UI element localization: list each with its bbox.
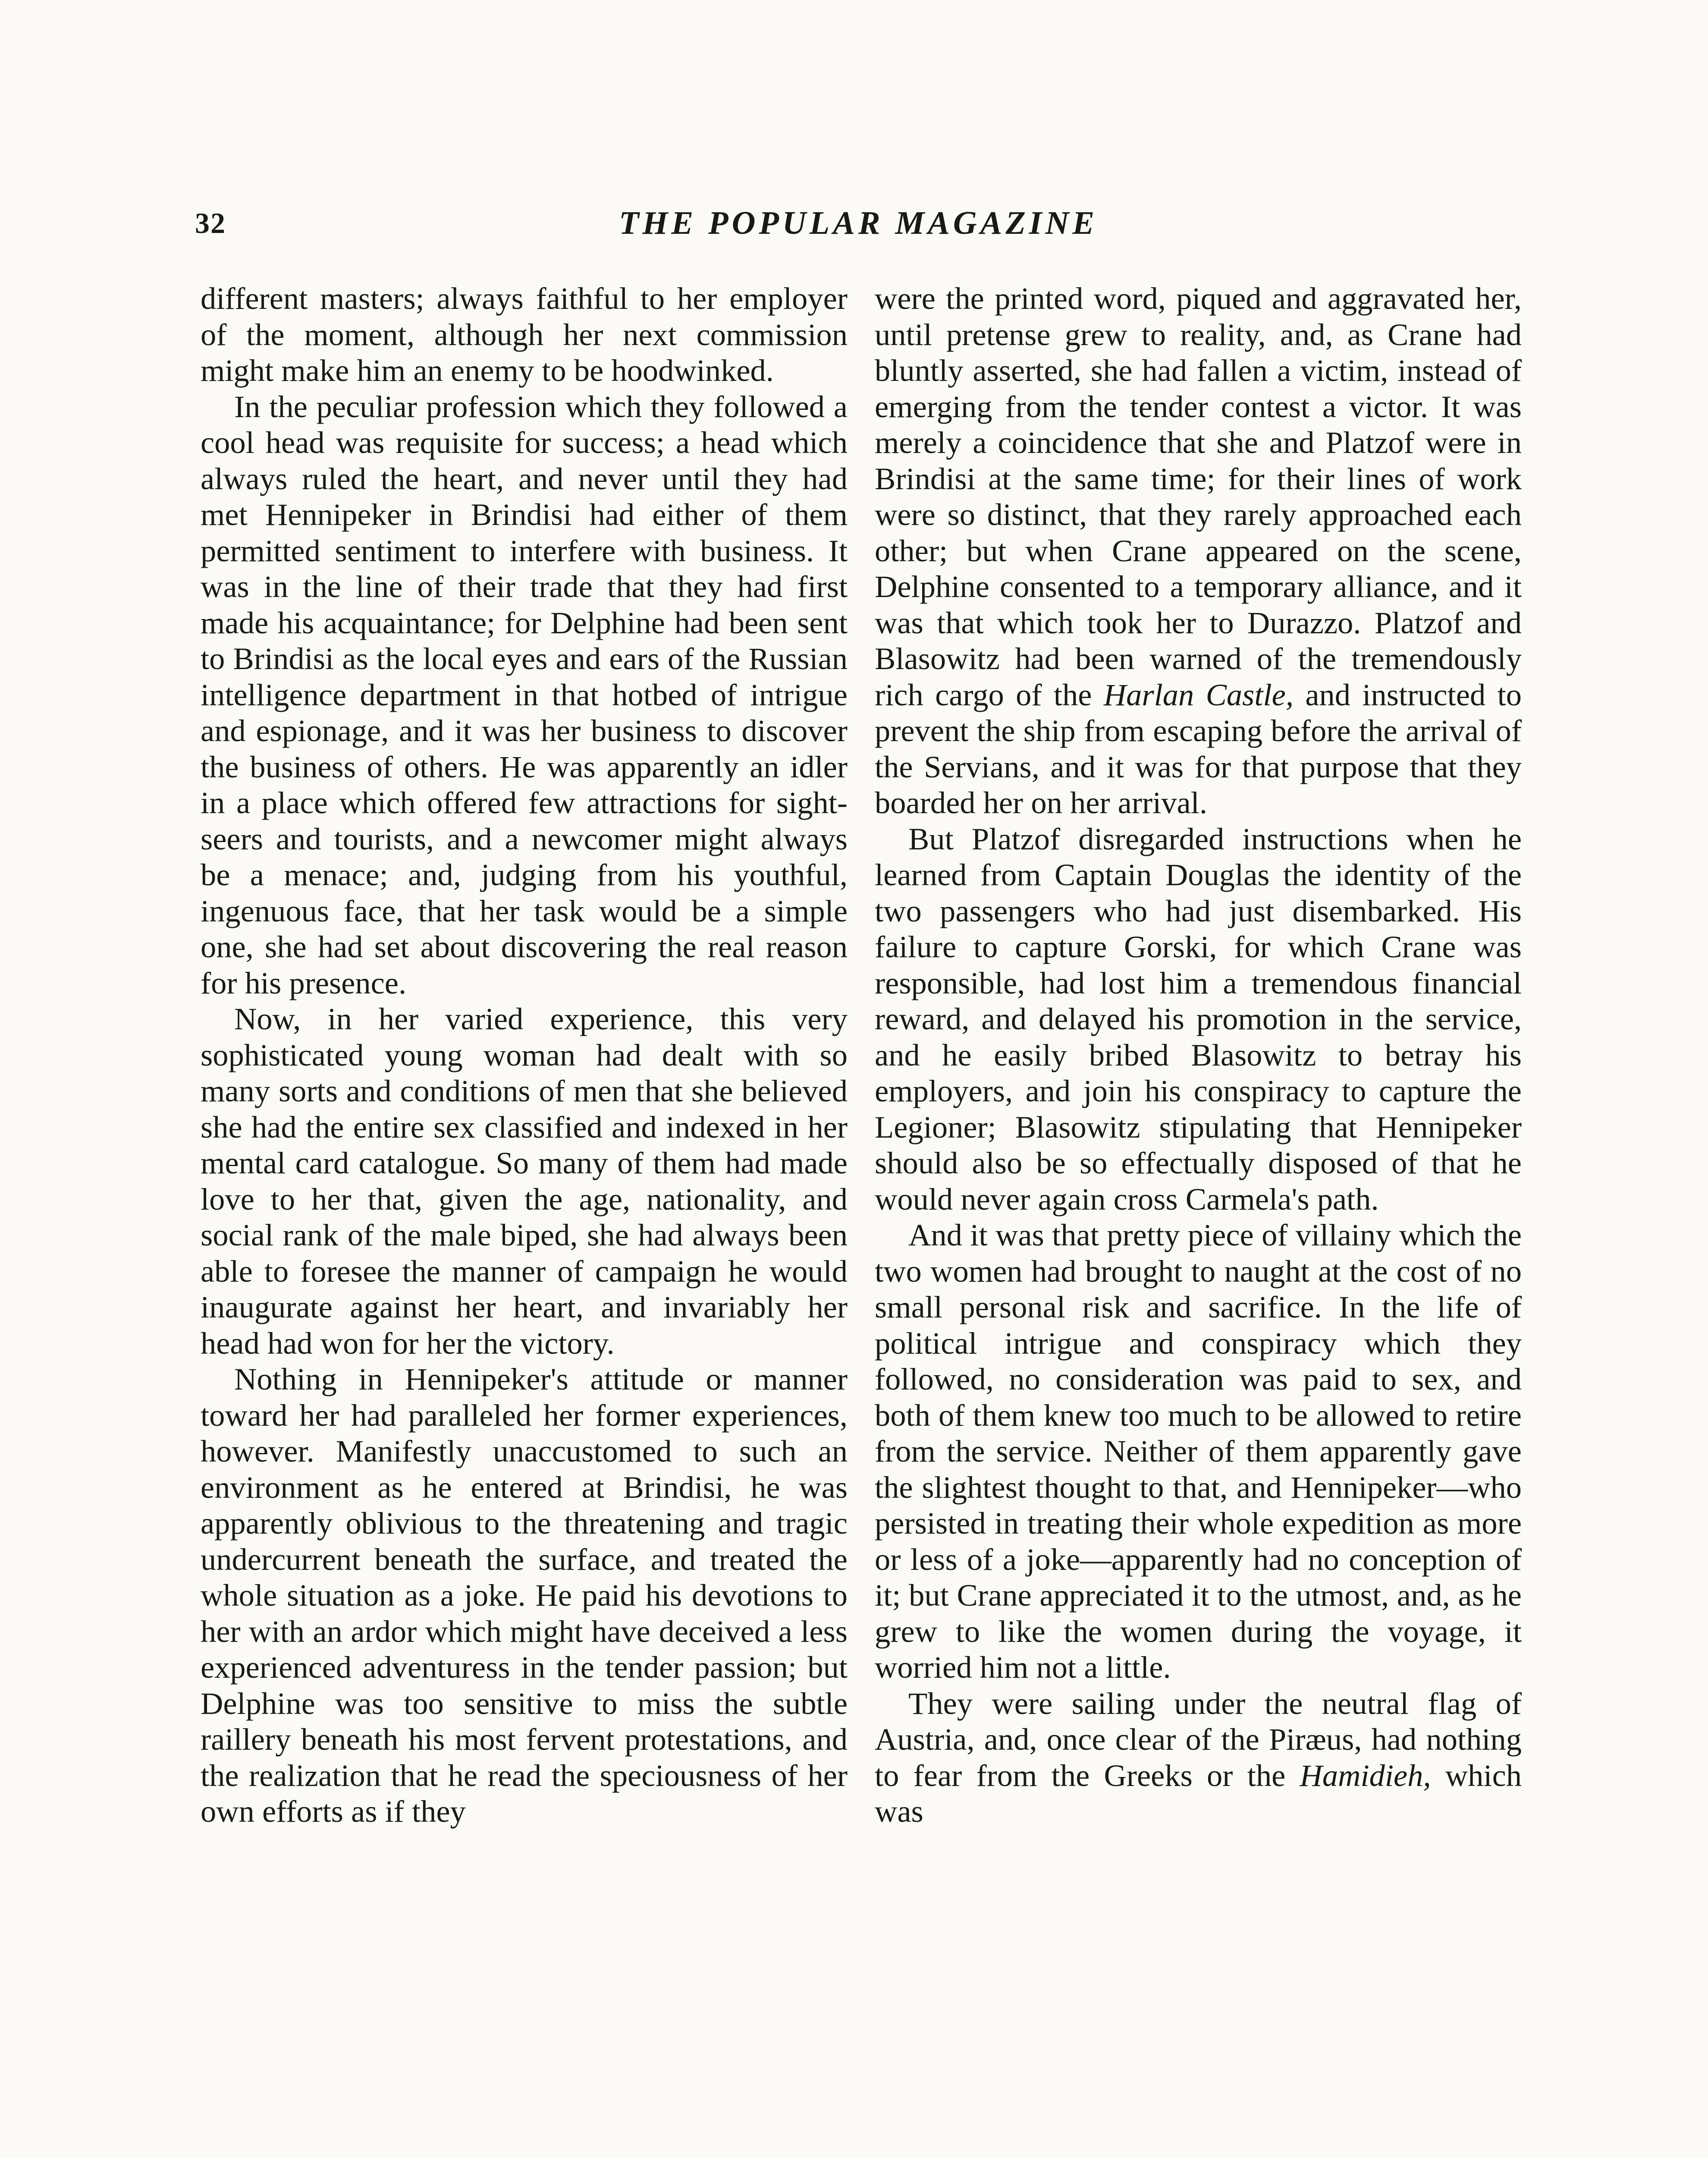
right-column — [875, 280, 1522, 2157]
paragraph — [875, 280, 1522, 821]
paragraph-text: They were sailing under the neutral flag of Austria, and, once clear of the Piræus, had nothing to fear from the Greeks or the — [875, 1685, 1522, 1793]
paragraph-text: were the printed word, piqued and aggravated her, until pretense grew to reality, and, as Crane had bluntly asserted, she had fallen a victim, instead of emerging from the tender contest a victor. It was merely a coincidence that she and Platzof were in Brindisi at the same time; for their lines of work were so distinct, that they rarely approached each other; but when Crane appeared on the scene, Delphine consented to a temporary alliance, and it was that which took her to Durazzo. Platzof and Blasowitz had been warned of the tremendously rich cargo of the — [875, 281, 1522, 712]
paragraph-text: and instructed to prevent the ship from escaping before the arrival of the Servians, and it was for that purpose that they boarded her on her arrival. — [875, 677, 1522, 820]
ship-name: Hamidieh, — [1300, 1758, 1431, 1793]
paragraph: In the peculiar profession which they followed a cool head was requisite for success; a head which always ruled the heart, and never until they had met Hennipeker in Brindisi had either of them permitted sentiment to interfere with business. It was in the line of their trade that they had first made his acquaintance; for Delphine had been sent to Brindisi as the local eyes and ears of the Russian intelligence department in that hotbed of intrigue and espionage, and it was her business to discover the business of others. He was apparently an idler in a place which offered few attractions for sight-seers and tourists, and a newcomer might always be a menace; and, judging from his youthful, ingenuous face, that her task would be a simple one, she had set about discovering the real reason for his presence. — [201, 389, 848, 1000]
paragraph: different masters; always faithful to her employer of the moment, although her next commission might make him an enemy to be hoodwinked. — [201, 281, 848, 388]
paragraph: Now, in her varied experience, this very sophisticated young woman had dealt with so many sorts and conditions of men that she believed she had the entire sex classified and indexed in her mental card catalogue. So many of them had made love to her that, given the age, nationality, and social rank of the male biped, she had always been able to foresee the manner of campaign he would inaugurate against her heart, and invariably her head had won for her the victory. — [201, 1001, 848, 1361]
running-head: THE POPULAR MAGAZINE — [619, 205, 1098, 241]
page-number: 32 — [195, 207, 226, 239]
paragraph: Nothing in Hennipeker's attitude or manner toward her had paralleled her former experiences, however. Manifestly unaccustomed to such an environment as he entered at Brindisi, he was apparently oblivious to the threatening and tragic undercurrent beneath the surface, and treated the whole situation as a joke. He paid his devotions to her with an ardor which might have deceived a less experienced adventuress in the tender passion; but Delphine was too sensitive to miss the subtle raillery beneath his most fervent protestations, and the realization that he read the speciousness of her own efforts as if they — [201, 1361, 848, 1829]
paragraph: And it was that pretty piece of villainy which the two women had brought to naught at the cost of no small personal risk and sacrifice. In the life of political intrigue and conspiracy which they followed, no consideration was paid to sex, and both of them knew too much to be allowed to retire from the service. Neither of them apparently gave the slightest thought to that, and Hennipeker—who persisted in treating their whole expedition as more or less of a joke—apparently had no conception of it; but Crane appreciated it to the utmost, and, as he grew to like the women during the voyage, it worried him not a little. — [875, 1217, 1522, 1685]
paragraph: But Platzof disregarded instructions when he learned from Captain Douglas the identity of the two passengers who had just disembarked. His failure to capture Gorski, for which Crane was responsible, had lost him a tremendous financial reward, and delayed his promotion in the service, and he easily bribed Blasowitz to betray his employers, and join his conspiracy to capture the Legioner; Blasowitz stipulating that Hennipeker should also be so effectually disposed of that he would never again cross Carmela's path. — [875, 821, 1522, 1217]
left-column — [201, 280, 848, 2157]
ship-name: Harlan Castle, — [1103, 677, 1294, 712]
paragraph-text: which was — [875, 1758, 1522, 1829]
paragraph — [875, 1685, 1522, 1830]
